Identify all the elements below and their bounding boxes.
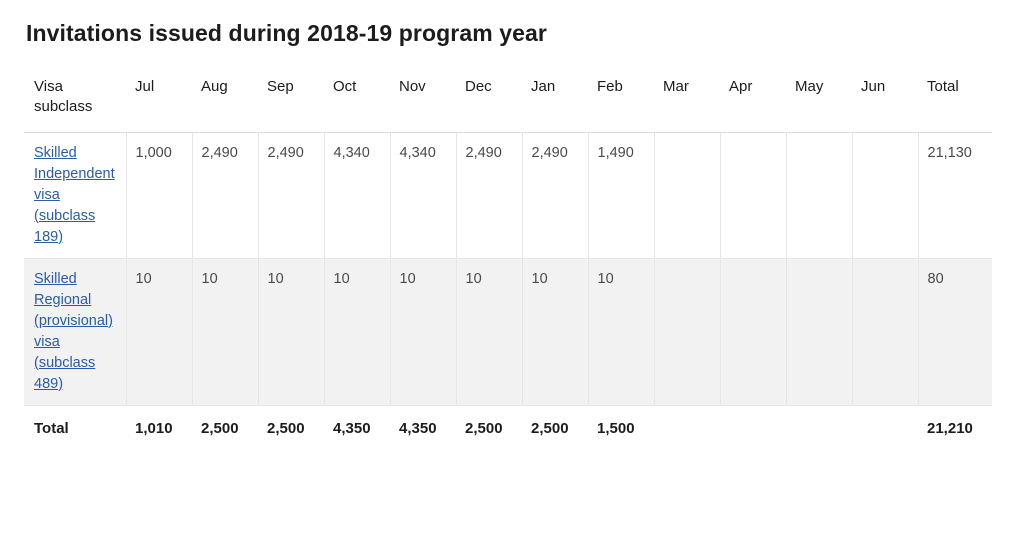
column-header-feb: Feb [588,65,654,132]
total-nov: 4,350 [390,405,456,451]
total-sep: 2,500 [258,405,324,451]
total-row-label: Total [24,405,126,451]
total-may [786,405,852,451]
total-dec: 2,500 [456,405,522,451]
table-total-row [24,405,992,451]
total-feb: 1,500 [588,405,654,451]
cell-total: 80 [918,258,992,405]
column-header-aug: Aug [192,65,258,132]
total-apr [720,405,786,451]
table-row [24,132,992,258]
visa-subclass-189-link[interactable]: Skilled Independent visa (subclass 189) [34,144,115,245]
cell-nov: 10 [390,258,456,405]
column-header-visa-subclass: Visa subclass [24,65,126,132]
table-row [24,258,992,405]
cell-total: 21,130 [918,132,992,258]
column-header-jun: Jun [852,65,918,132]
cell-jan: 10 [522,258,588,405]
column-header-nov: Nov [390,65,456,132]
table-header [24,65,992,132]
column-header-total: Total [918,65,992,132]
cell-aug: 10 [192,258,258,405]
cell-feb: 1,490 [588,132,654,258]
cell-oct: 10 [324,258,390,405]
row-label-cell [24,132,126,258]
cell-may [786,258,852,405]
cell-sep: 2,490 [258,132,324,258]
cell-aug: 2,490 [192,132,258,258]
column-header-jan: Jan [522,65,588,132]
cell-feb: 10 [588,258,654,405]
invitations-table [24,65,992,451]
cell-dec: 2,490 [456,132,522,258]
total-mar [654,405,720,451]
column-header-apr: Apr [720,65,786,132]
cell-apr [720,258,786,405]
cell-jul: 1,000 [126,132,192,258]
cell-mar [654,258,720,405]
total-grand: 21,210 [918,405,992,451]
total-oct: 4,350 [324,405,390,451]
cell-nov: 4,340 [390,132,456,258]
row-label-cell [24,258,126,405]
column-header-jul: Jul [126,65,192,132]
page-title: Invitations issued during 2018-19 program year [26,20,547,46]
cell-jun [852,132,918,258]
cell-mar [654,132,720,258]
column-header-dec: Dec [456,65,522,132]
total-jan: 2,500 [522,405,588,451]
table-header-row [24,65,992,132]
cell-apr [720,132,786,258]
cell-sep: 10 [258,258,324,405]
column-header-oct: Oct [324,65,390,132]
cell-may [786,132,852,258]
cell-jul: 10 [126,258,192,405]
cell-dec: 10 [456,258,522,405]
total-aug: 2,500 [192,405,258,451]
cell-oct: 4,340 [324,132,390,258]
total-jun [852,405,918,451]
cell-jan: 2,490 [522,132,588,258]
table-footer [24,405,992,451]
total-jul: 1,010 [126,405,192,451]
cell-jun [852,258,918,405]
column-header-may: May [786,65,852,132]
column-header-sep: Sep [258,65,324,132]
visa-subclass-489-link[interactable]: Skilled Regional (provisional) visa (subclass 489) [34,270,113,392]
table-body [24,132,992,405]
column-header-mar: Mar [654,65,720,132]
